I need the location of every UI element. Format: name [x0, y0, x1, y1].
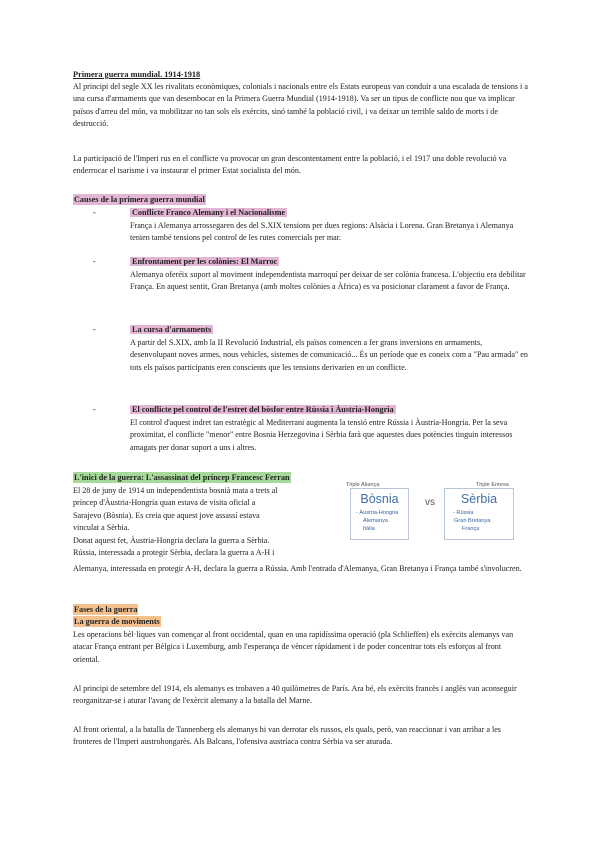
bullet-dash: - [93, 257, 96, 266]
cause-3-label: La cursa d'armaments [132, 325, 212, 334]
bullet-dash: - [93, 208, 96, 217]
assassination-line: El 28 de juny de 1914 un independentista bosnià mata a trets al [73, 486, 278, 495]
assassination-line: Rússia, interessada a protegir Sèrbia, declara la guerra a A-H i [73, 548, 275, 558]
page-title: Primera guerra mundial. 1914-1918 [73, 70, 201, 79]
cause-1-label: Conflicte Franco Alemany i el Nacionalisme [132, 208, 286, 217]
serbia-item: França [462, 526, 480, 532]
war-of-movement-heading: La guerra de moviments [74, 617, 160, 626]
phases-heading: Fases de la guerra [74, 605, 138, 614]
cause-3-text: A partir del S.XIX, amb la II Revolució Industrial, els països comencen a fer grans inversions en armaments, desenvolupant noves armes, nous vehicles, sistemes de comunicació... És un període que es coneix com a "Pau armada" en tots els països participants eren conscients que les tensions derivarien en un conflicte. [130, 338, 528, 372]
cause-3-title [93, 324, 213, 335]
assassination-lines [73, 485, 343, 559]
assassination-line: príncep d'Àustria-Hongria quan estava de visita oficial a [73, 498, 256, 508]
phases-paragraph-1: Les operacions bèl·liques van començar al front occidental, quan en una rapidíssima operació (pla Schlieffen) els exèrcits alemanys van atacar França entrant per Bèlgica i Luxemburg, amb l'esperança de vèncer ràpidament i de poder concentrar tots els esforços al front oriental. [73, 630, 514, 664]
bosnia-box [350, 488, 409, 540]
triple-entente-label: Triple Entesa [476, 482, 509, 488]
serbia-item: Gran Bretanya [454, 518, 491, 524]
assassination-continued: Alemanya, interessada en protegir A-H, declara la guerra a Rússia. Amb l'entrada d'Alemanya, Gran Bretanya i França també s'involucren. [73, 564, 522, 573]
assassination-heading: L'inici de la guerra: L'assassinat del príncep Francesc Ferran [74, 473, 290, 482]
cause-2-text: Alemanya oferéix suport al moviment independentista marroquí per deixar de ser colònia francesa. L'objectiu era debilitar França. En aquest sentit, Gran Bretanya (amb moltes colònies a Àfrica) es va posicionar clarament a favor de França. [130, 270, 526, 292]
participation-paragraph: La participació de l'Imperi rus en el conflicte va provocar un gran descontentament entre la població, i el 1917 una doble revolució va enderrocar el tsarisme i va instaurar el primer Estat socialista del món. [73, 154, 507, 176]
serbia-item: - Rússia [453, 510, 474, 516]
assassination-line: Sarajevo (Bòsnia). Es creia que aquest jove assassí estava [73, 510, 260, 520]
serbia-title: Sèrbia [460, 492, 498, 506]
phases-paragraph-2: Al principi de setembre del 1914, els alemanys es trobaven a 40 quilòmetres de París. Ara bé, els exèrcits francès i anglès van aconseguir reorganitzar-se i aturar l'avanç de l'exèrcit alemany a la batalla del Marne. [73, 684, 517, 706]
bosnia-item: Alemanya [363, 518, 388, 524]
triple-alliance-label: Triple Aliança [346, 482, 380, 488]
cause-1-text: França i Alemanya arrossegaren des del S.XIX tensions per dues regions: Alsàcia i Lorena. Gran Bretanya i Alemanya tenien també tensions pel control de les rutes comercials per mar. [130, 221, 514, 243]
bullet-dash: - [93, 405, 96, 414]
versus-label: vs [425, 497, 435, 508]
intro-paragraph: Al principi del segle XX les rivalitats econòmiques, colonials i nacionals entre els Estats europeus van conduir a una escalada de tensions i a una cursa d'armaments que van desembocar en la Primera Guerra Mundial (1914-1918). Va ser un tipus de conflicte nou que va implicar països d'arreu del món, va mobilitzar no tan sols els exèrcits, sinó també la població civil, i va deixar un terrible saldo de morts i de destrucció. [73, 82, 528, 129]
cause-4-text: El control d'aquest indret tan estratègic al Mediterrani augmenta la tensió entre Rússia i Àustria-Hongria. Per la seva proximitat, el conflicte "menor" entre Bosnia Herzegovina i Sèrbia farà que aquestes dues potències tinguin interessos amagats per donar suport a uns i altres. [130, 418, 513, 452]
bosnia-item: - Àustria-Hongria [356, 510, 399, 516]
cause-2-title [93, 256, 279, 267]
bosnia-item: Itàlia [363, 526, 375, 532]
assassination-line: Donat aquest fet, Àustria-Hongria declara la guerra a Sèrbia. [73, 535, 270, 545]
serbia-box [444, 488, 514, 540]
cause-4-title [93, 404, 396, 415]
bosnia-title: Bòsnia [360, 492, 399, 506]
phases-paragraph-3: Al front oriental, a la batalla de Tannenberg els alemanys hi van derrotar els russos, els quals, però, van reaccionar i van arribar a les fronteres de l'Imperi austrohongarès. Als Balcans, l'ofensiva austríaca contra Sèrbia va ser aturada. [73, 725, 501, 747]
cause-4-label: El conflicte pel control de l'estret del bòsfor entre Rússia i Àustria-Hongria [132, 405, 394, 414]
assassination-line: vinculat a Sèrbia. [73, 523, 130, 533]
causes-heading: Causes de la primera guerra mundial [74, 195, 205, 204]
cause-1-title [93, 207, 287, 218]
bullet-dash: - [93, 325, 96, 334]
cause-2-label: Enfrontament per les colònies: El Marroc [132, 257, 278, 266]
